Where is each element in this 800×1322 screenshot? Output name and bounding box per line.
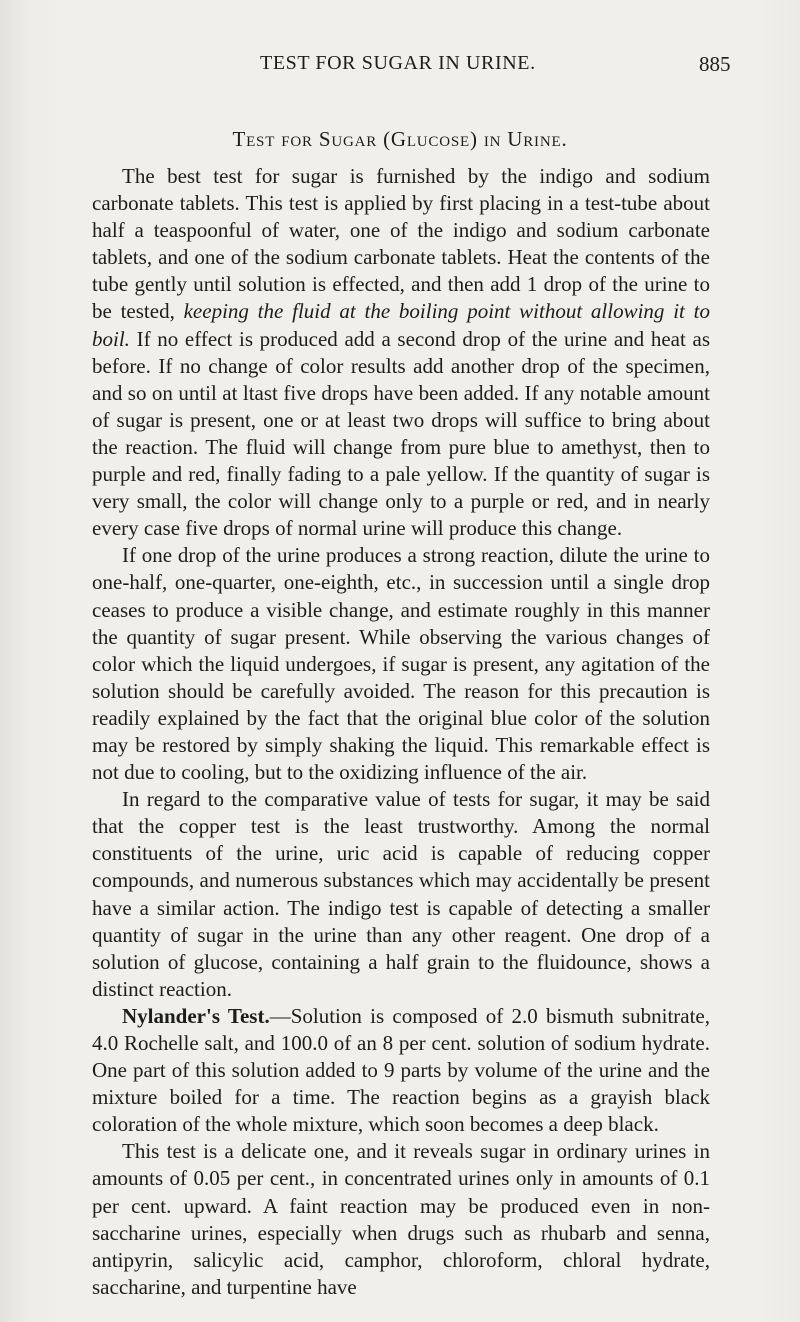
section-title: Test for Sugar (Glucose) in Urine. — [232, 127, 568, 151]
subsection-heading: Nylander's Test. — [122, 1003, 270, 1028]
paragraph-text: The best test for sugar is furnished by the indigo and sodium carbonate tablets. This test is applied by first placing in a test-tube about half a teaspoonful of water, one of the indigo and sodium carbonate tablets, and one of the sodium carbonate tablets. Heat the contents of the tube gently until solution is effected, and then add 1 drop of the urine to be tested, — [92, 164, 710, 324]
paragraph-comparative-value — [92, 786, 710, 1003]
paragraph-dilution — [92, 542, 710, 786]
emphasized-instruction: keeping the fluid at the boiling point without allowing it to boil. — [92, 299, 710, 351]
running-head: TEST FOR SUGAR IN URINE. — [260, 52, 536, 74]
paragraph-text: In regard to the comparative value of tests for sugar, it may be said that the copper test is the least trustworthy. Among the normal constituents of the urine, uric acid is capable of reducing copper compounds, and numerous substances which may accidentally be present have a similar action. The indigo test is capable of detecting a smaller quantity of sugar in the urine than any other reagent. One drop of a solution of glucose, containing a half grain to the fluidounce, shows a distinct reaction. — [92, 787, 710, 1001]
paragraph-text: This test is a delicate one, and it reveals sugar in ordinary urines in amounts of 0.05 per cent., in concentrated urines only in amounts of 0.1 per cent. upward. A faint reaction may be produced even in non-saccharine urines, especially when drugs such as rhubarb and senna, antipyrin, salicylic acid, camphor, chloroform, chloral hydrate, saccharine, and turpentine have — [92, 1139, 710, 1299]
paragraph-indigo-test — [92, 163, 710, 542]
page-number: 885 — [699, 52, 731, 76]
body-text — [92, 163, 710, 1301]
paragraph-nylanders-test — [92, 1003, 710, 1138]
paragraph-text: If no effect is produced add a second drop of the urine and heat as before. If no change of color results add another drop of the specimen, and so on until at ltast five drops have been added. If any notable amount of sugar is present, one or at least two drops will suffice to bring about the reaction. The fluid will change from pure blue to amethyst, then to purple and red, finally fading to a pale yellow. If the quantity of sugar is very small, the color will change only to a purple or red, and in nearly every case five drops of normal urine will produce this change. — [92, 326, 710, 541]
paragraph-text: If one drop of the urine produces a strong reaction, dilute the urine to one-half, one-quarter, one-eighth, etc., in succession until a single drop ceases to produce a visible change, and estimate roughly in this manner the quantity of sugar present. While observing the various changes of color which the liquid undergoes, if sugar is present, any agitation of the solution should be carefully avoided. The reason for this precaution is readily explained by the fact that the original blue color of the solution may be restored by simply shaking the liquid. This remarkable effect is not due to cooling, but to the oxidizing influence of the air. — [92, 543, 710, 785]
paragraph-text: —Solution is composed of 2.0 bismuth subnitrate, 4.0 Rochelle salt, and 100.0 of an 8 per cent. solution of sodium hydrate. One part of this solution added to 9 parts by volume of the urine and the mixture boiled for a time. The reaction begins as a grayish black coloration of the whole mixture, which soon becomes a deep black. — [92, 1003, 710, 1137]
paragraph-sensitivity — [92, 1138, 710, 1301]
